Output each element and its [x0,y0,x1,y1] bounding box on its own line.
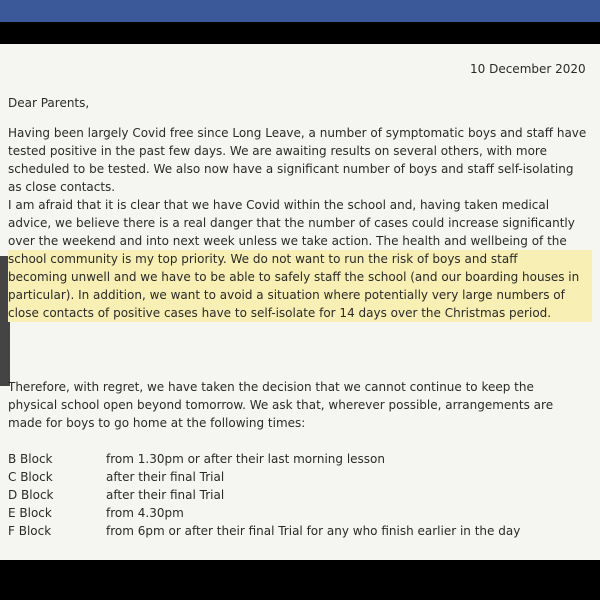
block-name: F Block [8,524,52,538]
paragraph-line: physical school open beyond tomorrow. We ask that, wherever possible, arrangements are [8,398,554,412]
schedule-row [8,486,592,504]
departure-time: from 4.30pm [106,506,184,520]
salutation: Dear Parents, [8,96,90,110]
schedule-row [8,468,592,486]
highlighted-line: close contacts of positive cases have to self-isolate for 14 days over the Christmas period. [8,304,592,322]
paragraph-line: as close contacts. [8,180,116,194]
top-app-bar [0,0,600,22]
departure-schedule [8,450,592,540]
departure-time: from 6pm or after their final Trial for any who finish earlier in the day [106,524,521,538]
paragraph-3 [8,378,592,432]
highlighted-line: school community is my top priority. We do not want to run the risk of boys and staff [8,250,592,268]
departure-time: from 1.30pm or after their last morning lesson [106,452,386,466]
highlighted-line: becoming unwell and we have to be able to safely staff the school (and our boarding houses in [8,268,592,286]
highlighted-line: particular). In addition, we want to avoid a situation where potentially very large numbers of [8,286,592,304]
schedule-row [8,522,592,540]
paragraph-2 [8,196,592,322]
departure-time: after their final Trial [106,488,225,502]
schedule-row [8,450,592,468]
block-name: B Block [8,452,53,466]
paragraph-line: over the weekend and into next week unless we take action. The health and wellbeing of the [8,234,567,248]
paragraph-line: tested positive in the past few days. We are awaiting results on several others, with more [8,144,547,158]
paragraph-line: advice, we believe there is a real danger that the number of cases could increase significantly [8,216,575,230]
paragraph-line: Therefore, with regret, we have taken the decision that we cannot continue to keep the [8,380,534,394]
schedule-row [8,504,592,522]
departure-time: after their final Trial [106,470,225,484]
block-name: C Block [8,470,53,484]
letter-date: 10 December 2020 [470,62,586,76]
paragraph-1 [8,124,592,196]
top-black-border [0,22,600,44]
bottom-black-border [0,560,600,600]
block-name: D Block [8,488,54,502]
block-name: E Block [8,506,52,520]
paragraph-line: scheduled to be tested. We also now have a significant number of boys and staff self-isolating [8,162,574,176]
paragraph-line: made for boys to go home at the following times: [8,416,306,430]
paragraph-line: I am afraid that it is clear that we have Covid within the school and, having taken medical [8,198,550,212]
paragraph-line: Having been largely Covid free since Long Leave, a number of symptomatic boys and staff have [8,126,587,140]
letter-document [0,44,600,560]
